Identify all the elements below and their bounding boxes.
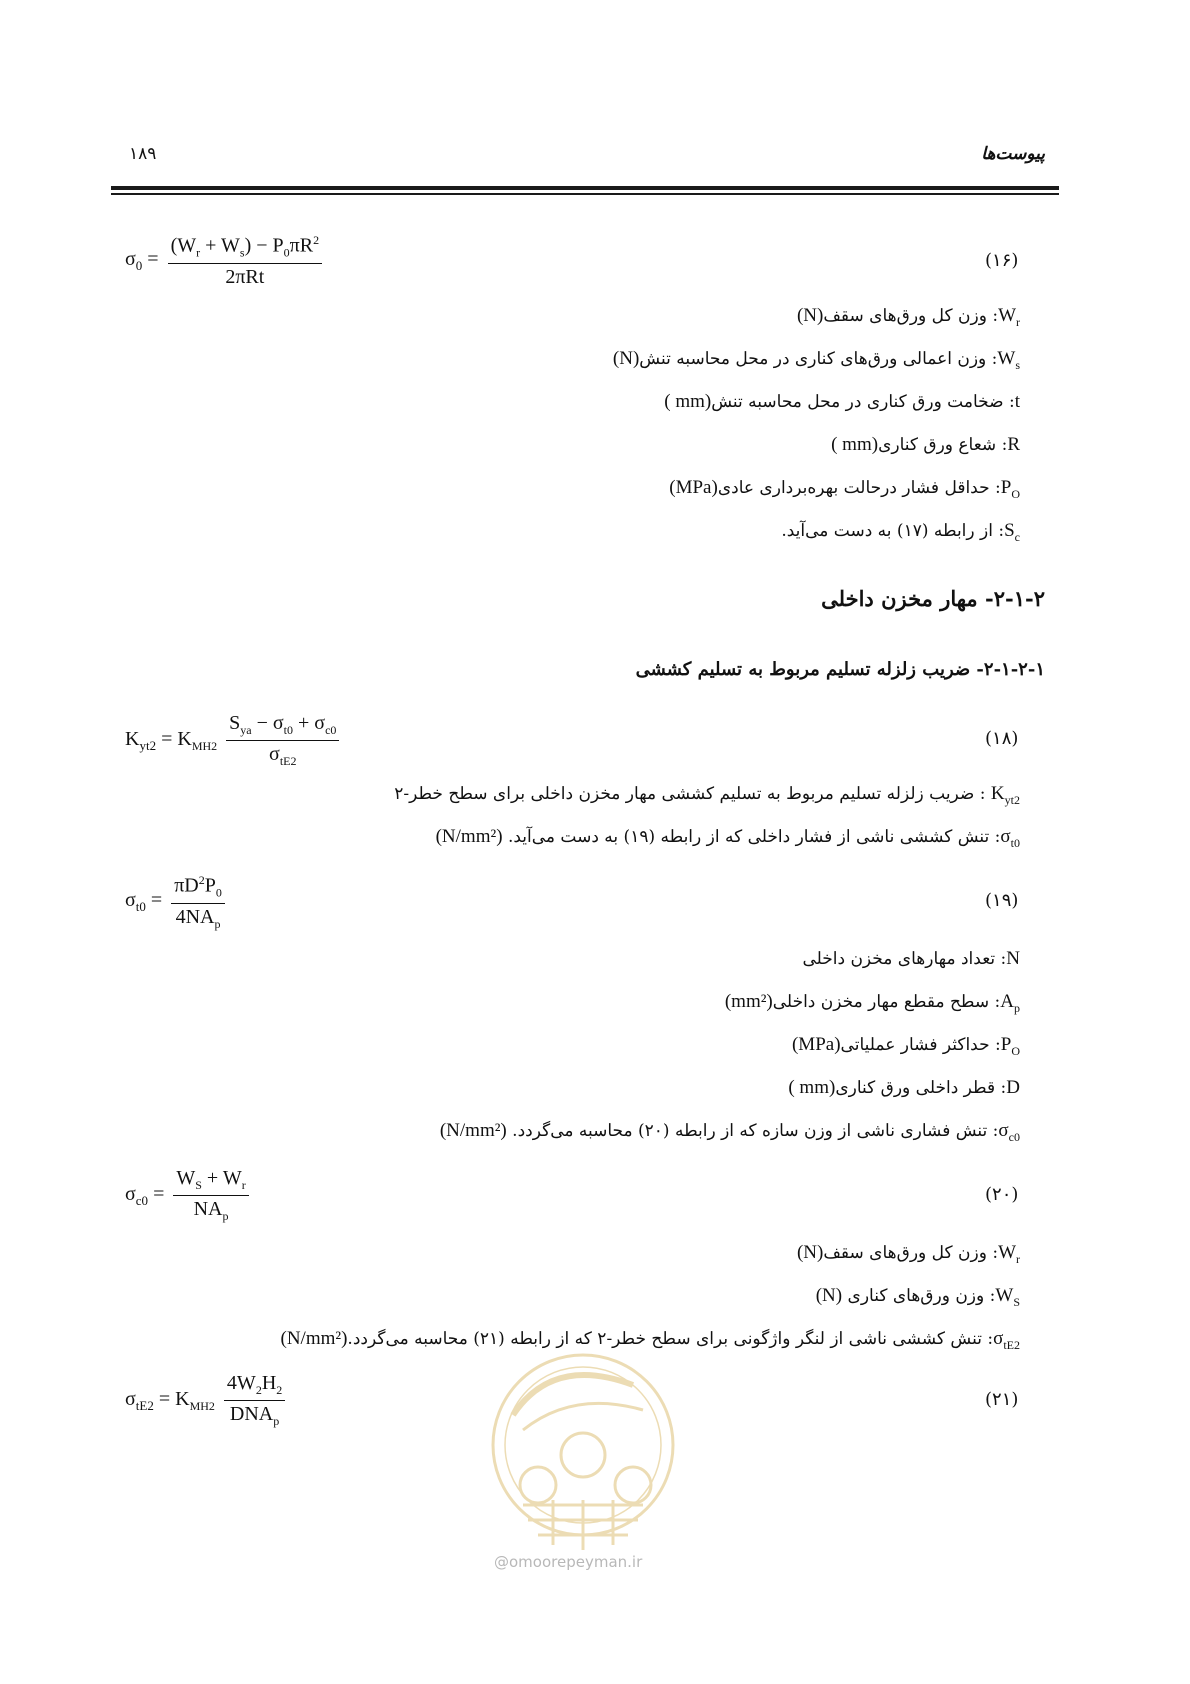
- equation-number-20: (۲۰): [985, 1184, 1019, 1205]
- definition-po-max: $P_O$: حداکثر فشار عملیاتی(MPa): [791, 1034, 1020, 1058]
- definition-sc: $S_c$: از رابطه (۱۷) به دست می‌آید.: [781, 520, 1020, 544]
- page-number: ۱۸۹: [129, 144, 157, 164]
- definition-kyt2: $K_{yt2}$ : ضریب زلزله تسلیم مربوط به تسلیم کششی مهار مخزن داخلی برای سطح خطر-۲: [394, 783, 1020, 807]
- definition-t: t: ضخامت ورق کناری در محل محاسبه تنش( mm): [664, 391, 1020, 412]
- subsection-heading: ۲-۱-۲-۱- ضریب زلزله تسلیم مربوط به تسلیم کششی: [635, 659, 1045, 680]
- equation-21: $\sigma_{tE2} = K_{MH2}$ $\frac{4W_2H_2}{DNA_p}$: [125, 1372, 285, 1429]
- equation-16: $\sigma_0$ = $\frac{(W_r + W_s) - P_0\pi R^2}{\text{2πRt}}$: [125, 233, 322, 289]
- watermark-url: @omoorepeyman.ir: [494, 1553, 643, 1571]
- equation-18: $K_{yt2} = K_{MH2}$ $\frac{S_{ya} - \sigma_{t0} + \sigma_{c0}}{\sigma_{tE2}}$: [125, 712, 339, 769]
- definition-n: N: تعداد مهارهای مخزن داخلی: [802, 948, 1020, 969]
- header-rule-thin: [111, 193, 1059, 195]
- running-header-title: پیوست‌ها: [981, 144, 1045, 164]
- definition-sigma-c0: $\sigma_{c0}$: تنش فشاری ناشی از وزن سازه که از رابطه (۲۰) محاسبه می‌گردد. (N/mm²): [439, 1120, 1020, 1144]
- equation-number-16: (۱۶): [985, 250, 1019, 271]
- definition-ws-2: $W_S$: وزن ورق‌های کناری (N): [815, 1285, 1020, 1309]
- definition-r: R: شعاع ورق کناری( mm): [831, 434, 1020, 455]
- definition-wr-2: $W_r$: وزن کل ورق‌های سقف(N): [796, 1242, 1020, 1266]
- watermark-logo: [483, 1335, 683, 1575]
- equation-19: $\sigma_{t0}$ = $\frac{\pi D^2P_0}{4NA_p}$: [125, 873, 225, 932]
- definition-ws: $W_s$: وزن اعمالی ورق‌های کناری در محل محاسبه تنش(N): [612, 348, 1020, 372]
- equation-number-21: (۲۱): [985, 1389, 1019, 1410]
- section-heading: ۲-۱-۲- مهار مخزن داخلی: [821, 586, 1045, 611]
- definition-po: $P_O$: حداقل فشار درحالت بهره‌برداری عادی(MPa): [669, 477, 1020, 501]
- definition-d: D: قطر داخلی ورق کناری( mm): [788, 1077, 1020, 1098]
- equation-number-19: (۱۹): [985, 890, 1019, 911]
- definition-sigma-t0: $\sigma_{t0}$: تنش کششی ناشی از فشار داخلی که از رابطه (۱۹) به دست می‌آید. (N/mm²): [435, 826, 1020, 850]
- definition-wr: $W_r$: وزن کل ورق‌های سقف(N): [796, 305, 1020, 329]
- definition-sigma-te2: $\sigma_{tE2}$: تنش کششی ناشی از لنگر واژگونی برای سطح خطر-۲ که از رابطه (۲۱) محاسبه می‌گردد.(N/mm²): [280, 1328, 1020, 1352]
- equation-20: $\sigma_{c0}$ = $\frac{W_S + W_r}{NA_p}$: [125, 1167, 249, 1224]
- definition-ap: $A_p$: سطح مقطع مهار مخزن داخلی(mm²): [724, 991, 1020, 1015]
- header-rule-thick: [111, 186, 1059, 190]
- equation-number-18: (۱۸): [985, 728, 1019, 749]
